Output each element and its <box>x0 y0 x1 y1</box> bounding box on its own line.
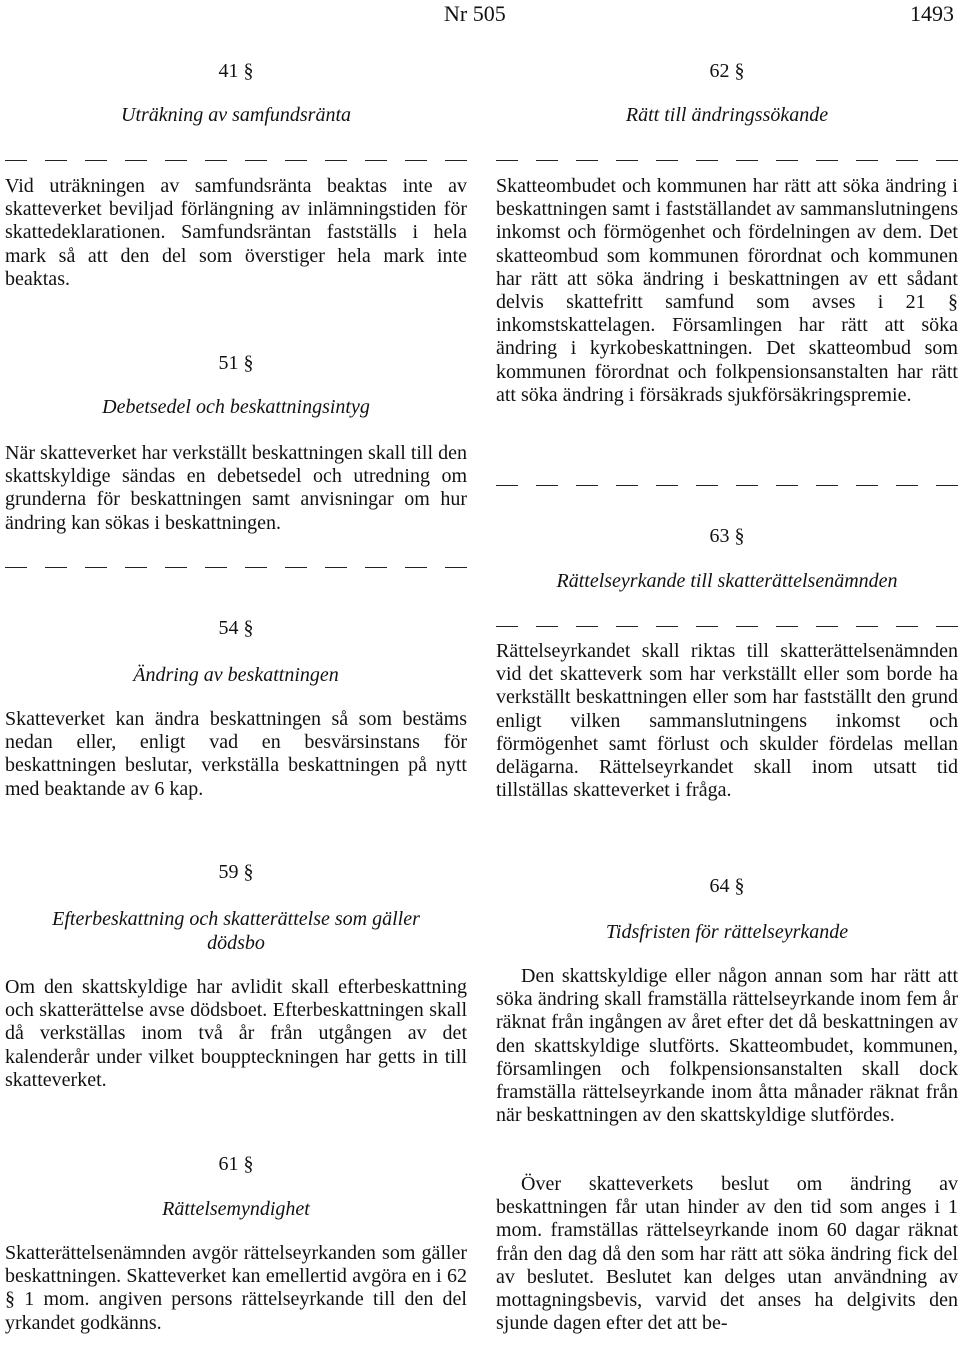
section-number: 54 § <box>218 617 254 639</box>
section-title: Rätt till ändringssökande <box>625 104 829 126</box>
section-number: 62 § <box>709 60 745 82</box>
section-title-block <box>5 663 467 687</box>
section-title: Rättelsemyndighet <box>162 1198 310 1220</box>
section-body: Om den skattskyldige har avlidit skall efterbeskattning och skatterättelse avse dödsboet. Efterbeskattningen skall då verkställas inom två år från utgången av det kalenderår under vilket bouppteckningen har getts in till skatteverket. <box>5 976 467 1091</box>
section-41 <box>5 59 467 83</box>
section-number: 59 § <box>218 861 254 883</box>
section-body: Vid uträkningen av samfundsränta beaktas inte av skatteverket beviljad förlängning av inlämningstiden för skattedeklarationen. Samfundsräntan fastställs i hela mark så att den del som överstiger hela mark inte beaktas. <box>5 175 467 290</box>
section-body: Skatteombudet och kommunen har rätt att söka ändring i beskattningen samt i fastställandet av sammanslutningens inkomst och förmögenhet och fördelningen av dem. Det skatteombud som kommunen förordnat och kommunen har rätt att söka ändring i beskattningen av ett sådant delvis skattefritt samfund som avses i 21 § inkomstskattelagen. Församlingen har rätt att söka ändring i kyrkobeskattningen. Det skatteombud som kommunen förordnat och folkpensionsanstalten har rätt att söka ändring i försäkrads sjukförsäkringspremie. <box>496 175 958 406</box>
section-title-block <box>5 907 467 955</box>
section-number: 64 § <box>709 875 745 897</box>
section-title: Efterbeskattning och skatterättelse som gäller dödsbo <box>52 908 420 954</box>
section-title: Ändring av beskattningen <box>133 664 339 686</box>
section-title: Uträkning av samfundsränta <box>121 104 351 126</box>
section-body: När skatteverket har verkställt beskattningen skall till den skattskyldige sändas en debetsedel och utredning om grunderna för beskattningen samt anvisningar om hur ändring kan sökas i beskattningen. <box>5 442 467 534</box>
section-number: 41 § <box>218 60 254 82</box>
section-body-second-paragraph: Över skatteverkets beslut om ändring av beskattningen får utan hinder av den tid som anges i 1 mom. framställas rättelseyrkande inom 60 dagar räknat från den dag då den som har rätt att söka ändring fick del av beslutet. Beslutet kan delges utan användning av mottagningsbevis, varvid det anses ha delgivits den sjunde dagen efter det att be- <box>496 1173 958 1335</box>
omission-dashes <box>496 626 958 628</box>
section-51 <box>5 351 467 375</box>
section-title: Debetsedel och beskattningsintyg <box>102 396 370 418</box>
section-title-block <box>5 395 467 419</box>
section-title-block <box>496 103 958 127</box>
section-54 <box>5 616 467 640</box>
section-number: 63 § <box>709 525 745 547</box>
section-63 <box>496 524 958 548</box>
page-header-number: Nr 505 <box>444 1 506 26</box>
section-title-block <box>5 103 467 127</box>
omission-dashes <box>496 485 958 487</box>
section-number: 61 § <box>218 1153 254 1175</box>
section-title: Rättelseyrkande till skatterättelsenämnden <box>556 570 898 592</box>
section-body: Den skattskyldige eller någon annan som har rätt att söka ändring skall framställa rättelseyrkande inom fem år räknat från ingången av året efter det då beskattningen av den skattskyldige slutförts. Skatteombudet, kommunen, församlingen och folkpensionsanstalten skall dock framställa rättelseyrkande inom åtta månader räknat från när beskattningen av den skattskyldige slutfördes. <box>496 965 958 1127</box>
section-62 <box>496 59 958 83</box>
omission-dashes <box>5 567 467 569</box>
section-title-block <box>5 1197 467 1221</box>
section-body: Skatterättelsenämnden avgör rättelseyrkanden som gäller beskattningen. Skatteverket kan emellertid avgöra en i 62 § 1 mom. angiven persons rättelseyrkande till den del yrkandet godkänns. <box>5 1242 467 1334</box>
section-body: Skatteverket kan ändra beskattningen så som bestäms nedan eller, enligt vad en besvärsinstans för beskattningen beslutar, verkställa beskattningen på nytt med beaktande av 6 kap. <box>5 708 467 800</box>
section-title: Tidsfristen för rättelseyrkande <box>605 921 849 943</box>
section-64 <box>496 874 958 898</box>
section-title-block <box>496 920 958 944</box>
section-title-block <box>496 569 958 593</box>
omission-dashes <box>5 160 467 162</box>
section-59 <box>5 860 467 884</box>
section-61 <box>5 1152 467 1176</box>
omission-dashes <box>496 160 958 162</box>
section-number: 51 § <box>218 352 254 374</box>
page-number: 1493 <box>910 1 954 26</box>
section-body: Rättelseyrkandet skall riktas till skatterättelsenämnden vid det skatteverk som har verkställt eller som borde ha verkställt beskattningen eller som har fastställt den grund enligt vilken sammanslutningens inkomst och förmögenhet samt förlust och skulder fördelas mellan delägarna. Rättelseyrkandet skall inom utsatt tid tillställas skatteverket i fråga. <box>496 640 958 802</box>
